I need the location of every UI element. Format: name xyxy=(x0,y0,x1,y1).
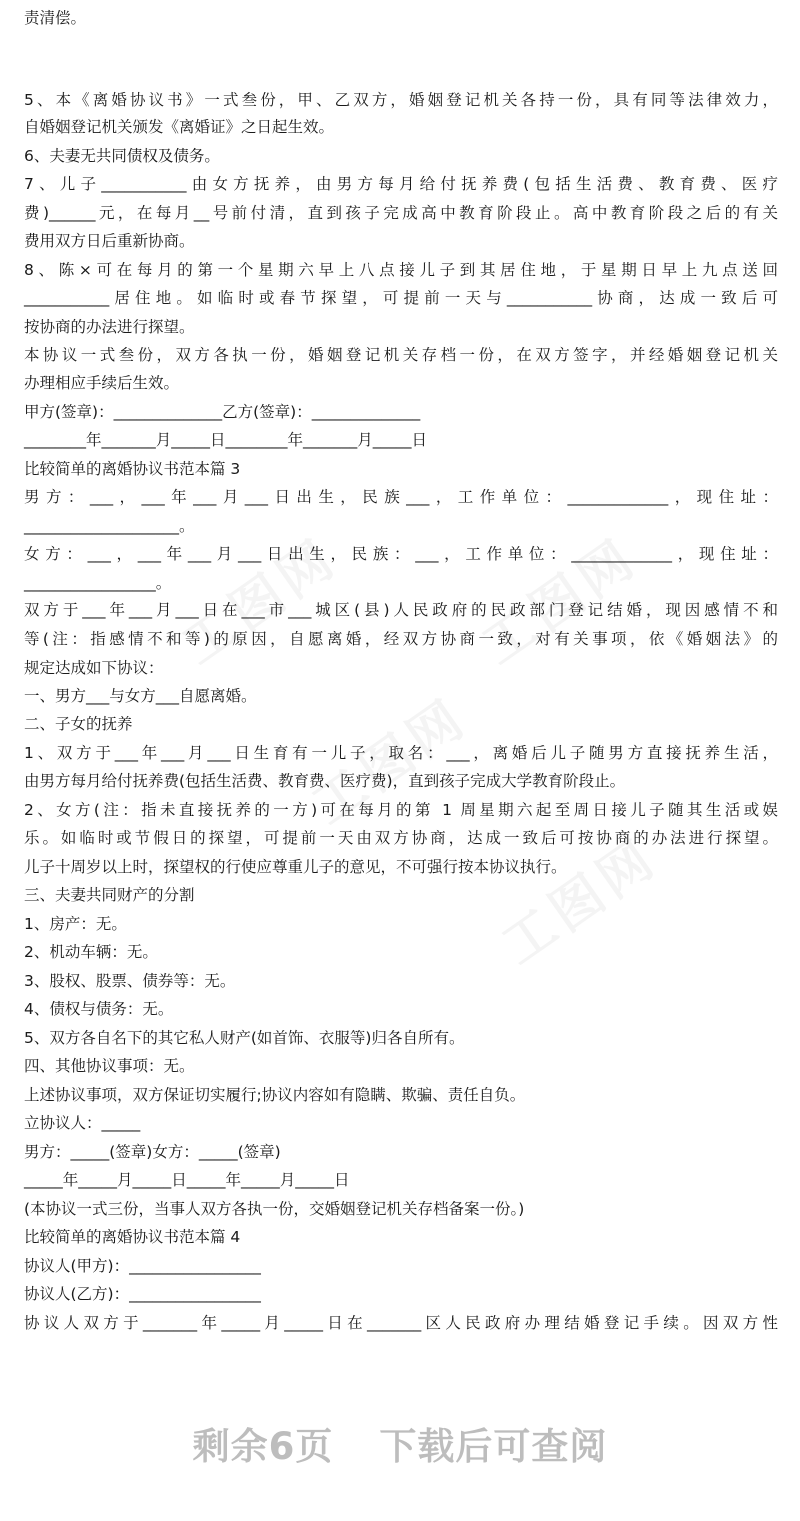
doc-line: 7、儿子___________由女方抚养，由男方每月给付抚养费(包括生活费、教育费、医疗 xyxy=(24,175,778,193)
doc-line: 乐。如临时或节假日的探望，可提前一天由双方协商，达成一致后可按协商的办法进行探望。 xyxy=(24,829,778,847)
doc-line: 5、双方各自名下的其它私人财产(如首饰、衣服等)归各自所有。 xyxy=(24,1029,465,1047)
doc-line: 上述协议事项，双方保证切实履行;协议内容如有隐瞒、欺骗、责任自负。 xyxy=(24,1086,526,1104)
doc-line: 协议人(乙方)：_________________ xyxy=(24,1285,261,1303)
doc-line: 立协议人：_____ xyxy=(24,1114,141,1132)
doc-line: 责清偿。 xyxy=(24,9,87,27)
download-to-view-text: 下载后可查阅 xyxy=(379,1425,608,1468)
doc-line: 本协议一式叁份，双方各执一份，婚姻登记机关存档一份，在双方签字，并经婚姻登记机关 xyxy=(24,346,778,364)
doc-line: 协议人(甲方)：_________________ xyxy=(24,1257,261,1275)
remaining-pages-text: 剩余6页 xyxy=(192,1425,334,1468)
doc-line: ____________________。 xyxy=(24,517,195,535)
doc-line: 男方：___，___年___月___日出生，民族___，工作单位：_____________，现住址： xyxy=(24,488,778,506)
doc-line: 2、机动车辆：无。 xyxy=(24,943,158,961)
doc-line: 自婚姻登记机关颁发《离婚证》之日起生效。 xyxy=(24,118,335,136)
doc-line: 女方：___，___年___月___日出生，民族：___，工作单位：_____________，现住址： xyxy=(24,545,778,563)
doc-line: 等(注：指感情不和等)的原因，自愿离婚，经双方协商一致，对有关事项，依《婚姻法》的 xyxy=(24,630,778,648)
download-prompt[interactable] xyxy=(0,1416,800,1476)
doc-line: 双方于___年___月___日在___市___城区(县)人民政府的民政部门登记结婚，现因感情不和 xyxy=(24,601,778,619)
date-line: _____年_____月_____日_____年_____月_____日 xyxy=(24,1171,350,1189)
section-heading: 比较简单的离婚协议书范本篇 3 xyxy=(24,460,241,478)
doc-line: 费用双方日后重新协商。 xyxy=(24,232,195,250)
doc-line: 3、股权、股票、债券等：无。 xyxy=(24,972,236,990)
doc-line: 按协商的办法进行探望。 xyxy=(24,318,195,336)
doc-line: 二、子女的抚养 xyxy=(24,715,133,733)
signature-line: 甲方(签章)：______________乙方(签章)：______________ xyxy=(24,403,421,421)
doc-line: 8、陈×可在每月的第一个星期六早上八点接儿子到其居住地，于星期日早上九点送回 xyxy=(24,261,778,279)
doc-line: 1、双方于___年___月___日生育有一儿子，取名：___，离婚后儿子随男方直接抚养生活， xyxy=(24,744,778,762)
doc-line: 5、本《离婚协议书》一式叁份，甲、乙双方，婚姻登记机关各持一份，具有同等法律效力， xyxy=(24,91,778,109)
date-line: ________年_______月_____日________年_______月_____日 xyxy=(24,431,428,449)
doc-line: 规定达成如下协议： xyxy=(24,659,164,677)
doc-line: 办理相应手续后生效。 xyxy=(24,374,180,392)
section-heading: 比较简单的离婚协议书范本篇 4 xyxy=(24,1228,241,1246)
signature-line: 男方：_____(签章)女方：_____(签章) xyxy=(24,1143,281,1161)
doc-line: 1、房产：无。 xyxy=(24,915,127,933)
doc-line: 一、男方___与女方___自愿离婚。 xyxy=(24,687,257,705)
doc-line: 由男方每月给付抚养费(包括生活费、教育费、医疗费)，直到孩子完成大学教育阶段止。 xyxy=(24,772,626,790)
doc-line: ___________居住地。如临时或春节探望，可提前一天与___________协商，达成一致后可 xyxy=(24,289,778,307)
doc-line: 6、夫妻无共同债权及债务。 xyxy=(24,147,220,165)
doc-line: 三、夫妻共同财产的分割 xyxy=(24,886,195,904)
doc-line: 2、女方(注：指未直接抚养的一方)可在每月的第 1 周星期六起至周日接儿子随其生活或娱 xyxy=(24,801,778,819)
doc-line: 儿子十周岁以上时，探望权的行使应尊重儿子的意见，不可强行按本协议执行。 xyxy=(24,858,567,876)
doc-line: 4、债权与债务：无。 xyxy=(24,1000,174,1018)
doc-line: (本协议一式三份，当事人双方各执一份，交婚姻登记机关存档备案一份。) xyxy=(24,1200,525,1218)
doc-line: 费)______元，在每月__号前付清，直到孩子完成高中教育阶段止。高中教育阶段之后的有关 xyxy=(24,204,778,222)
doc-line: 协议人双方于_______年_____月_____日在_______区人民政府办理结婚登记手续。因双方性 xyxy=(24,1314,778,1332)
doc-line: 四、其他协议事项：无。 xyxy=(24,1057,195,1075)
doc-line: _________________。 xyxy=(24,574,172,592)
